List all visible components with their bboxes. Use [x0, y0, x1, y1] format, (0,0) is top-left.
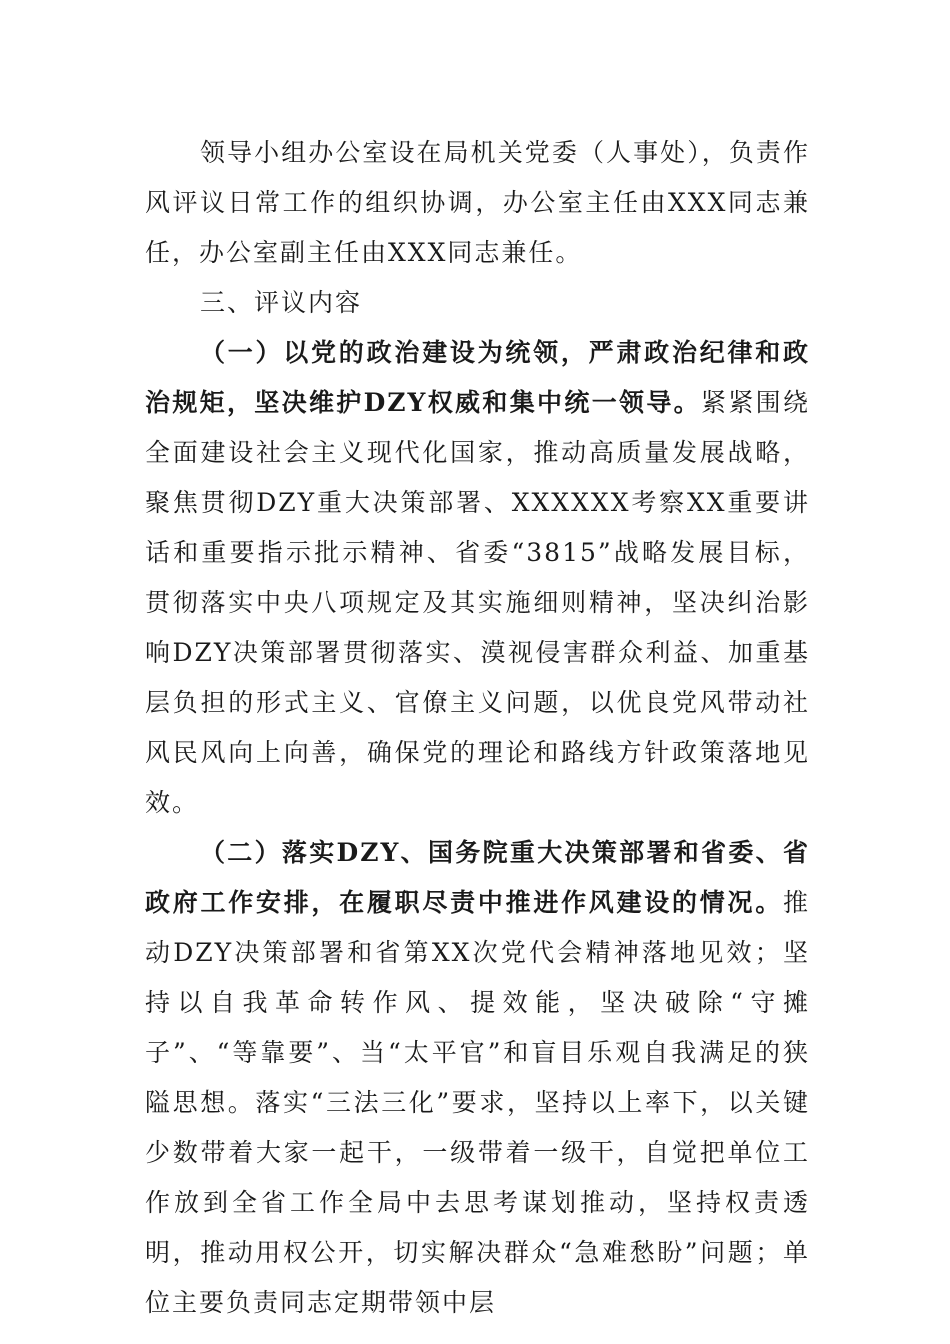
item-one-title: （一）以党的政治建设为统领，严肃政治纪律和政治规矩，坚决维护DZY权威和集中统一领导。	[145, 338, 810, 417]
paragraph-item-two	[145, 828, 810, 1328]
section-heading	[145, 278, 810, 328]
paragraph-item-one	[145, 328, 810, 828]
paragraph-office-setup	[145, 128, 810, 278]
document-body	[145, 128, 810, 1328]
item-two-title: （二）落实DZY、国务院重大决策部署和省委、省政府工作安排，在履职尽责中推进作风建设的情况。	[145, 838, 810, 917]
item-one-body: 紧紧围绕全面建设社会主义现代化国家，推动高质量发展战略，聚焦贯彻DZY重大决策部署、XXXXXX考察XX重要讲话和重要指示批示精神、省委“3815”战略发展目标，贯彻落实中央八项规定及其实施细则精神，坚决纠治影响DZY决策部署贯彻落实、漠视侵害群众利益、加重基层负担的形式主义、官僚主义问题，以优良党风带动社风民风向上向善，确保党的理论和路线方针政策落地见效。	[145, 388, 810, 817]
item-two-body: 推动DZY决策部署和省第XX次党代会精神落地见效；坚持以自我革命转作风、提效能，坚决破除“守摊子”、“等靠要”、当“太平官”和盲目乐观自我满足的狭隘思想。落实“三法三化”要求，坚持以上率下，以关键少数带着大家一起干，一级带着一级干，自觉把单位工作放到全省工作全局中去思考谋划推动，坚持权责透明，推动用权公开，切实解决群众“急难愁盼”问题；单位主要负责同志定期带领中层	[145, 888, 810, 1317]
paragraph-office-setup-text: 领导小组办公室设在局机关党委（人事处），负责作风评议日常工作的组织协调，办公室主任由XXX同志兼任，办公室副主任由XXX同志兼任。	[145, 138, 810, 267]
section-heading-text: 三、评议内容	[200, 288, 363, 317]
